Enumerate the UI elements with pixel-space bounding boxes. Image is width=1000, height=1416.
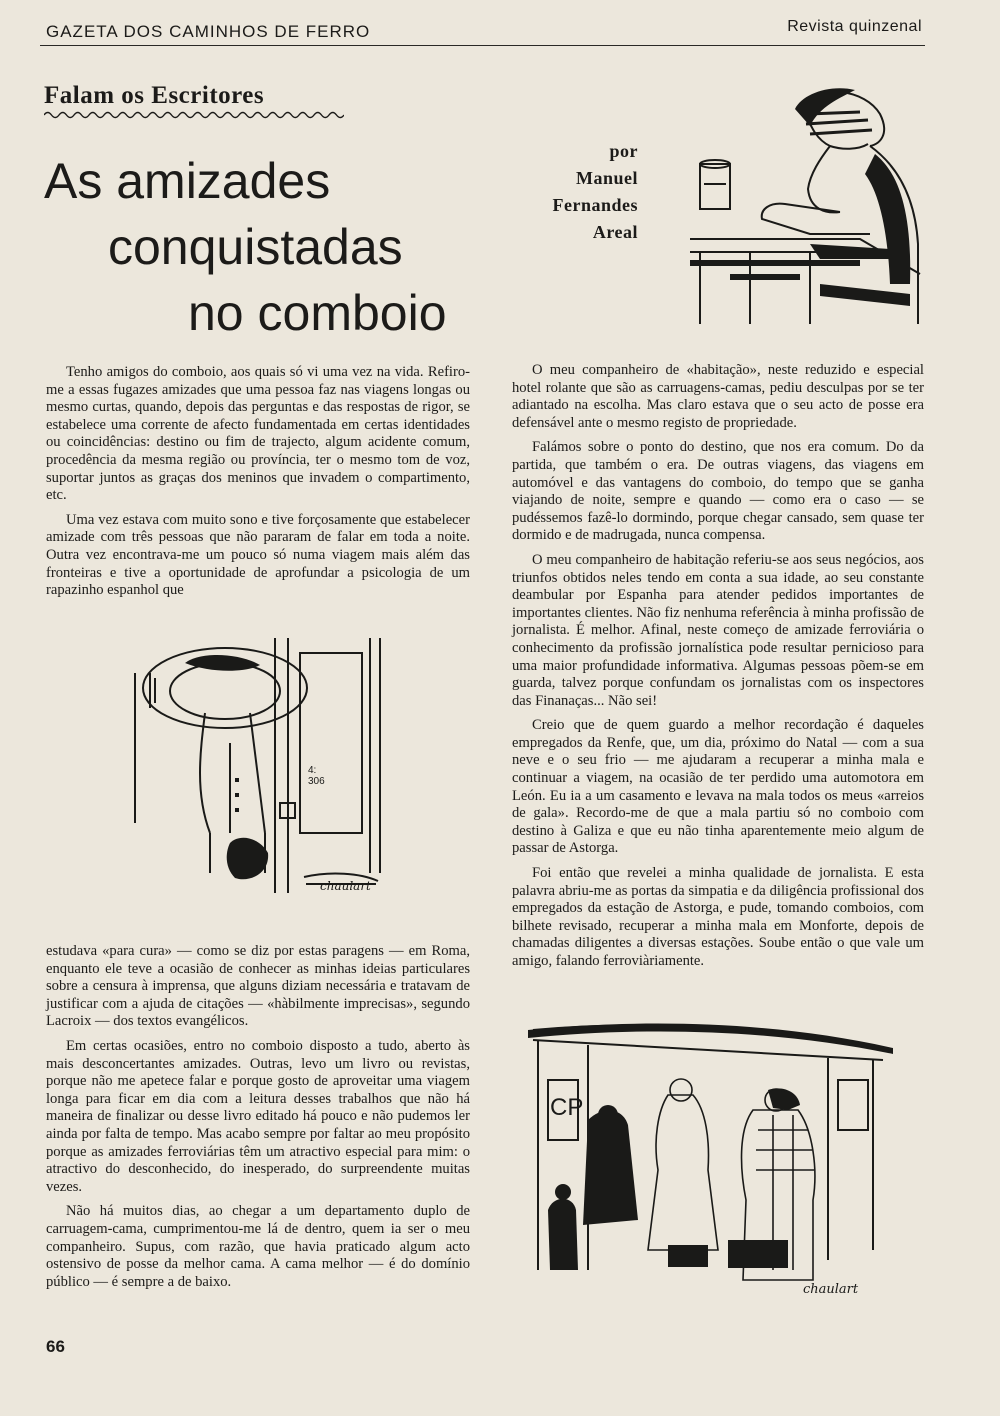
illustration-man-at-table bbox=[690, 84, 922, 324]
publication-frequency: Revista quinzenal bbox=[787, 18, 922, 35]
paragraph: Foi então que revelei a minha qualidade de jornalista. E esta palavra abriu-me as portas da simpatia e da diligência profissional dos empregados da estação de Astorga, e pude, tomando comboios, com bilhete revisado, recuperar a minha mala em Monforte, depois de chamadas diligentes a diversas estações. Soube então o que vale um amigo, falando ferroviàriamente. bbox=[512, 865, 924, 969]
publication-title: GAZETA DOS CAMINHOS DE FERRO bbox=[46, 22, 371, 41]
byline-name-1: Manuel bbox=[575, 168, 638, 188]
paragraph: Creio que de quem guardo a melhor recordação é daqueles empregados da Renfe, que, um dia, próximo do Natal — com a sua neve e o seu frio — me ajudaram a recuperar a minha mala e continuar a viagem, na ocasião de ter perdido uma automotora em León. Eu ia a um casamento e levava na mala todos os meus «arreios de gala». Recordo-me de que a mala partiu só no comboio com destino à Galiza e que eu não tinha aparentemente meio algum de passar de Astorga. bbox=[512, 717, 924, 857]
illustration-woman-at-train-door bbox=[130, 633, 420, 903]
byline-name-3: Areal bbox=[592, 222, 638, 242]
page-number: 66 bbox=[46, 1337, 65, 1356]
paragraph: O meu companheiro de «habitação», neste reduzido e especial hotel rolante que são as carruagens-camas, pediu desculpas por se ter adiantado na escolha. Mas claro estava que o seu acto de posse era defensável ante o mesmo registo de propriedade. bbox=[512, 362, 924, 431]
headline-line-1: As amizades bbox=[44, 153, 331, 209]
signature-1: chaulart bbox=[320, 879, 371, 893]
section-kicker: Falam os Escritores bbox=[44, 82, 265, 109]
header-rule bbox=[40, 45, 925, 46]
headline-line-2: conquistadas bbox=[108, 219, 403, 275]
article-column-1-bottom bbox=[46, 943, 470, 1291]
paragraph: Falámos sobre o ponto do destino, que nos era comum. Do da partida, que também o era. De outras viagens, das viagens em automóvel e das vantagens do comboio, do tempo que se ganha viajando de noite, sempre e quando — como era o caso — se pudéssemos fazê-lo dormindo, porque chegar cansado, sem quase ter dormido e de madrugada, nunca compensa. bbox=[512, 439, 924, 544]
article-column-1-top bbox=[46, 364, 470, 600]
byline-name-2: Fernandes bbox=[552, 195, 638, 215]
illustration-family-at-carriage bbox=[528, 1020, 893, 1300]
wavy-rule bbox=[44, 110, 344, 120]
paragraph: Tenho amigos do comboio, aos quais só vi uma vez na vida. Refiro-me a essas fugazes amizades que uma pessoa faz nas viagens longas ou mesmo curtas, quando, depois das perguntas e das respostas de rigor, se estabelece uma corrente de afecto fundamentada em certas identidades ou coincidências: destino ou fim de trajecto, algum acidente comum, procedência da mesma região ou província, ter o mesmo tom de voz, suportar juntos as graças dos meninos que invadem o compartimento, etc. bbox=[46, 364, 470, 504]
headline-line-3: no comboio bbox=[188, 285, 447, 341]
paragraph: O meu companheiro de habitação referiu-se aos seus negócios, aos triunfos obtidos neles tendo em conta a sua idade, ao seu constante deambular por Espanha para atender pedidos importantes de importantes clientes. Não fiz nenhuma referência à minha profissão de jornalista. É melhor. Afinal, neste começo de amizade ferroviária o conhecimento da profissão jornalística pode resultar pernicioso para uma maior profundidade informativa. Algumas pessoas põem-se em guarda, talvez porque confundam os jornalistas com os inspectores das Finanaças... Não sei! bbox=[512, 551, 924, 709]
byline-por: por bbox=[609, 141, 638, 161]
article-column-2 bbox=[512, 362, 924, 971]
paragraph: Em certas ocasiões, entro no comboio disposto a tudo, aberto às mais desconcertantes amizades. Outras, levo um livro ou revistas, porque não me apetece falar e porque gosto de aproveitar uma viagem longa para ficar em dia com a leitura desses trabalhos que não há maneira de finalizar ou desse livro editado há pouco e não pudemos ler ainda por falta de tempo. Mas acabo sempre por faltar ao meu propósito porque as amizades ferroviárias têm um atractivo especial para mim: o atractivo do desconhecido, do inesperado, do surpreendente muitas vezes. bbox=[46, 1037, 470, 1195]
paragraph: estudava «para cura» — como se diz por estas paragens — em Roma, enquanto ele teve a ocasião de conhecer as minhas ideias particulares sobre a censura à imprensa, que alguns diziam necessária e tratavam de justificar com a ajuda de citações — «hàbilmente imprecisas», segundo Lacroix — dos textos evangélicos. bbox=[46, 943, 470, 1030]
running-head bbox=[40, 18, 920, 46]
byline bbox=[470, 138, 638, 246]
door-sign: 4: 306 bbox=[308, 765, 325, 787]
paragraph: Não há muitos dias, ao chegar a um departamento duplo de carruagem-cama, cumprimentou-me lá de dentro, quem ia ser o meu companheiro. Supus, com razão, que havia praticado algum acto ostensivo de posse da melhor cama. A cama melhor — é do domínio público — é sempre a de baixo. bbox=[46, 1203, 470, 1290]
carriage-letters: CP bbox=[550, 1094, 584, 1121]
signature-2: chaulart bbox=[803, 1282, 859, 1297]
paragraph: Uma vez estava com muito sono e tive forçosamente que estabelecer amizade com três pessoas que não pararam de falar em toda a noite. Outra vez encontrava-me um pouco só numa viagem mais além das fronteiras e tive a oportunidade de aprofundar a psicologia de um rapazinho espanhol que bbox=[46, 511, 470, 599]
